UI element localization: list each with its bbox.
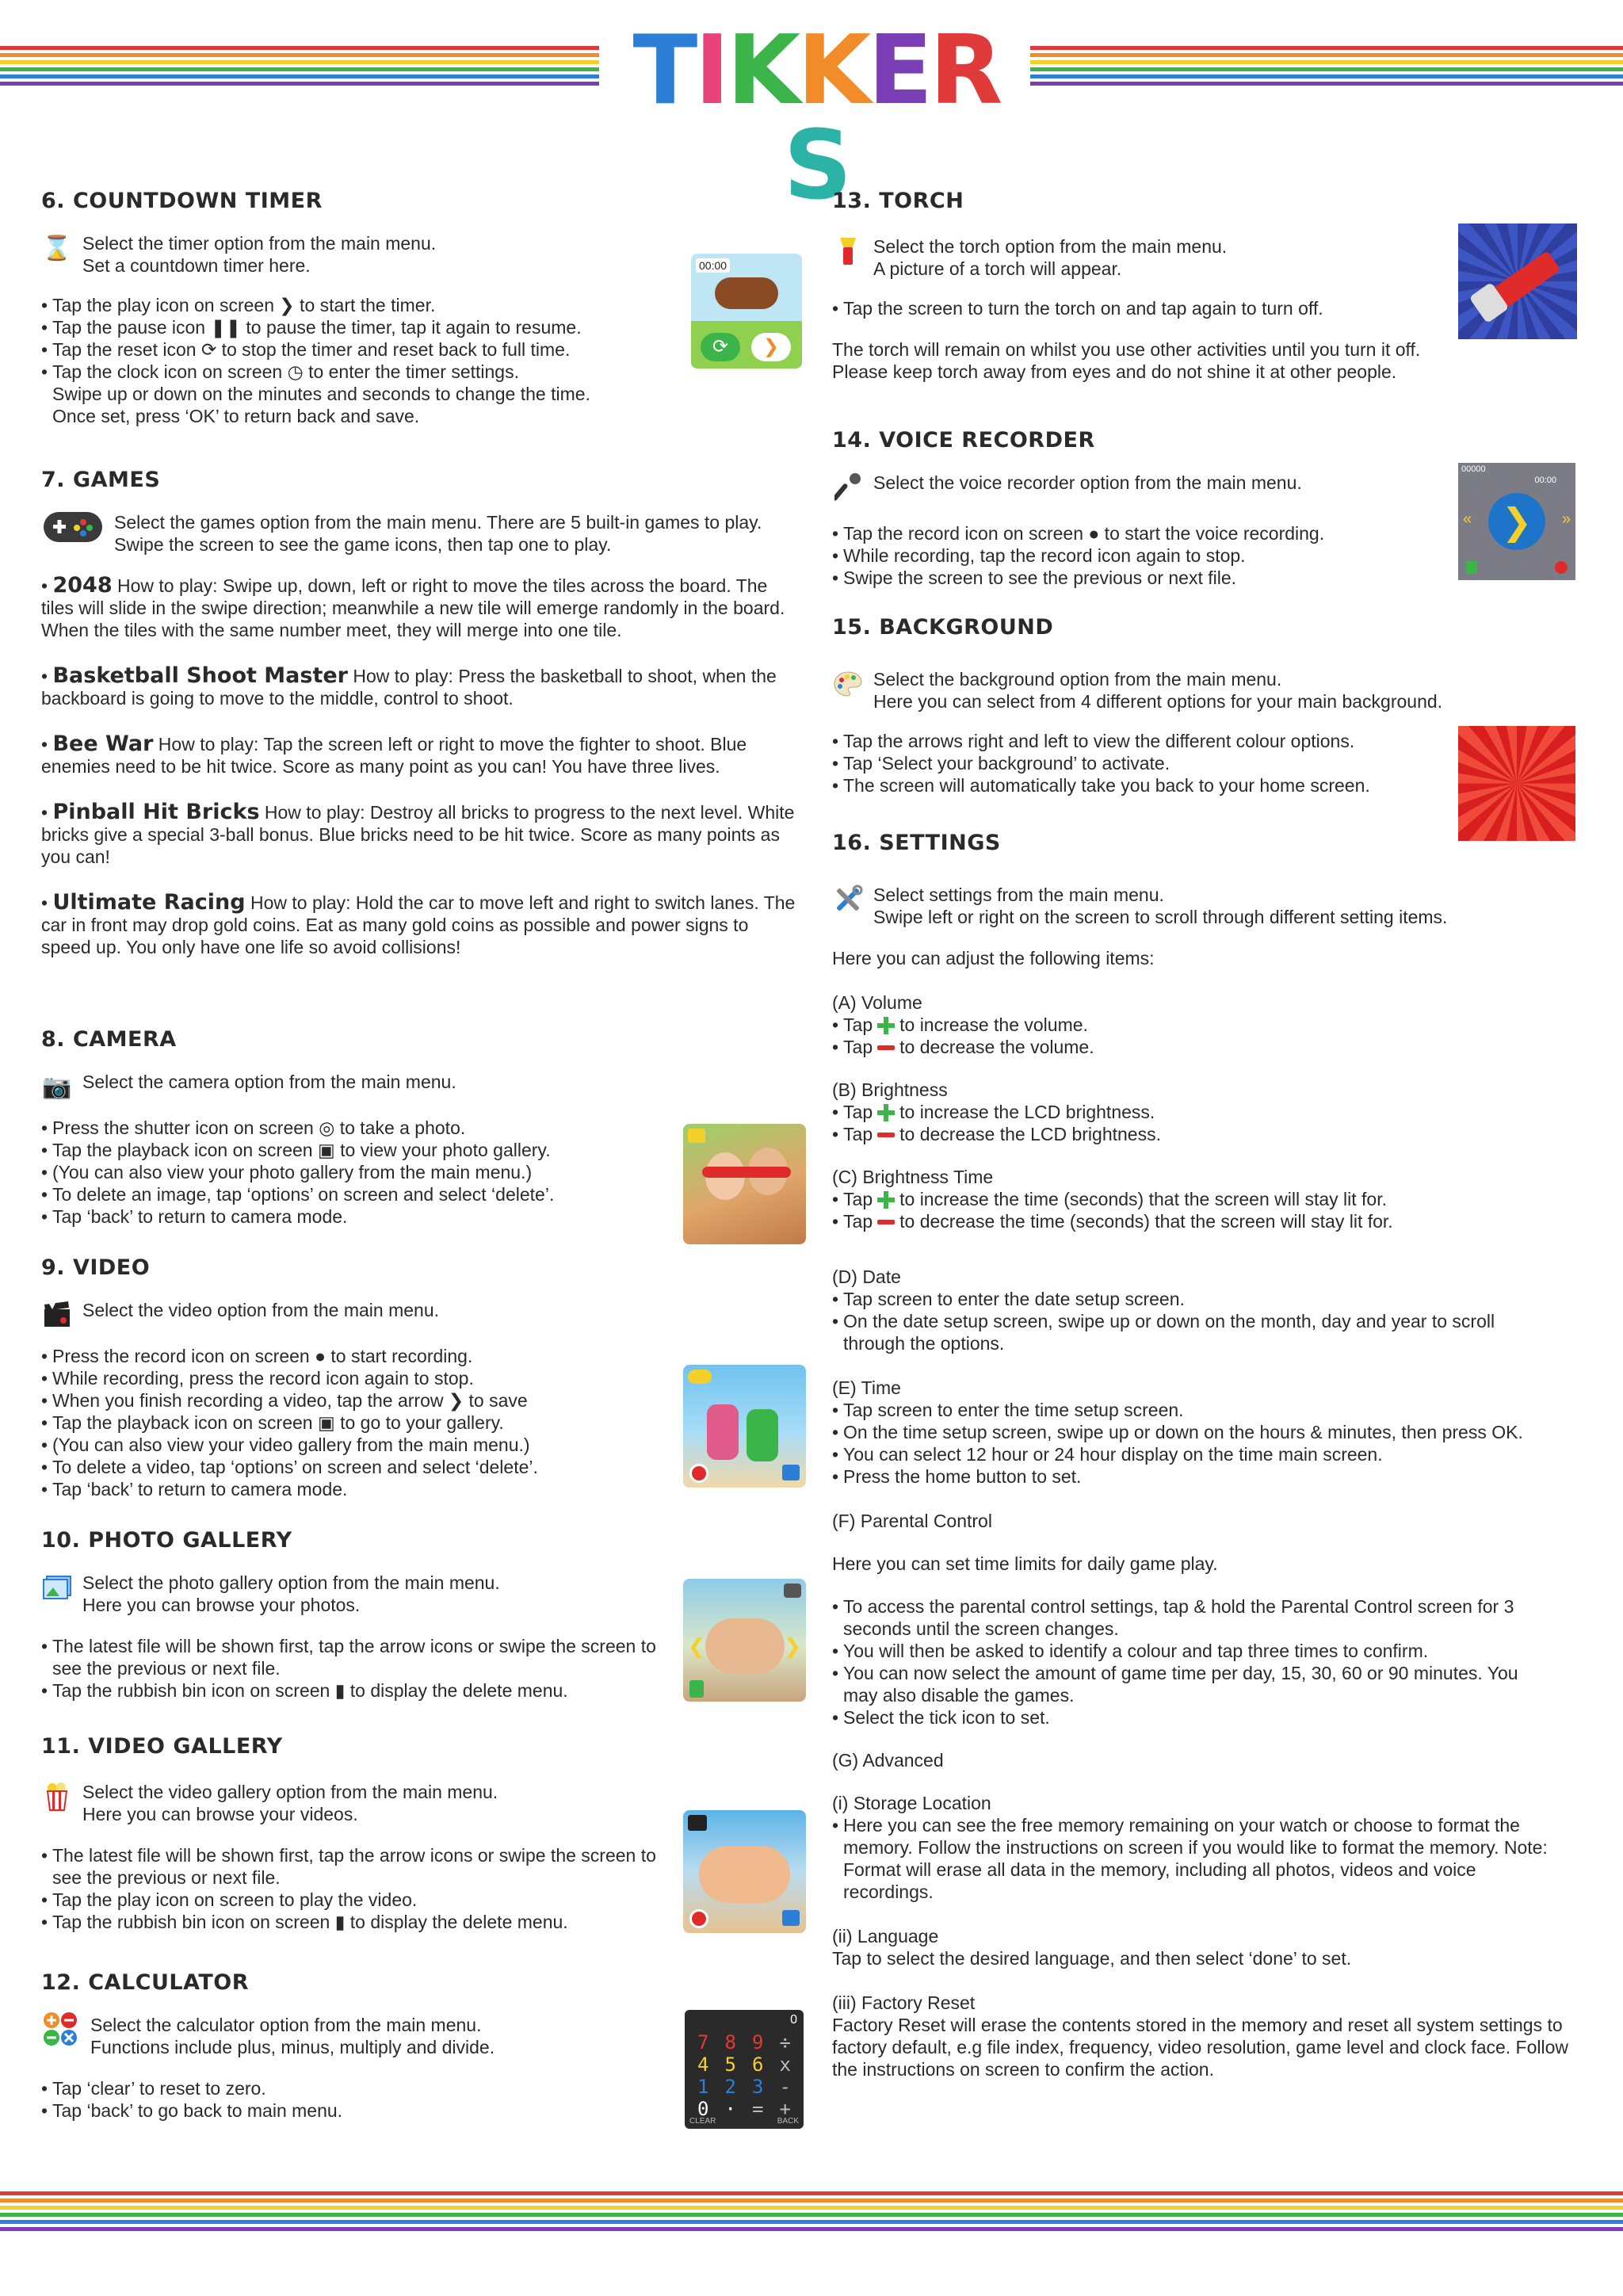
list-item: • The screen will automatically take you back to your home screen. bbox=[832, 774, 1585, 797]
list-item: • Tap the playback icon on screen ▣ to go to your gallery. bbox=[41, 1412, 802, 1434]
section-title: 15. BACKGROUND bbox=[832, 615, 1054, 640]
right-arrow-icon: ❯ bbox=[784, 1634, 801, 1658]
torch-screen-thumbnail bbox=[1458, 223, 1577, 339]
list-item: • Swipe the screen to see the previous or next file. bbox=[832, 567, 1585, 589]
intro-line: Swipe left or right on the screen to scroll through different setting items. bbox=[873, 907, 1448, 927]
list-item: • Tap the playback icon on screen ▣ to view your photo gallery. bbox=[41, 1139, 802, 1161]
next-icon: » bbox=[1561, 510, 1571, 528]
volume-decrease-line: • Tap to decrease the volume. bbox=[832, 1037, 1094, 1057]
plus-icon bbox=[877, 1191, 895, 1209]
game-entry: • Pinball Hit Bricks How to play: Destroy all bricks to progress to the next level. White bricks give a special 3-ball bonus. Blue bricks need to be hit twice. Score as many points as you can! bbox=[41, 800, 795, 867]
section-title: 11. VIDEO GALLERY bbox=[41, 1734, 283, 1759]
list-item: • To delete an image, tap ‘options’ on screen and select ‘delete’. bbox=[41, 1183, 802, 1205]
intro-line: Swipe the screen to see the game icons, then tap one to play. bbox=[114, 534, 612, 555]
gallery-icon bbox=[782, 1465, 800, 1480]
list-item: • Tap the rubbish bin icon on screen ▮ to display the delete menu. bbox=[41, 1679, 667, 1702]
date-list bbox=[832, 1288, 1545, 1354]
calculator-display: 0 bbox=[790, 2013, 797, 2027]
play-button-icon: ❯ bbox=[751, 333, 791, 361]
section-voice-recorder bbox=[832, 428, 1585, 589]
list-item: • Tap the pause icon ❚❚ to pause the timer, tap it again to resume. bbox=[41, 316, 675, 338]
left-arrow-icon: ❮ bbox=[688, 1634, 705, 1658]
hourglass-icon: ⌛ bbox=[42, 235, 72, 262]
intro-line: Select the background option from the main menu. bbox=[873, 669, 1282, 690]
calculator-key: = bbox=[752, 2098, 764, 2120]
time-list bbox=[832, 1399, 1577, 1488]
file-counter: 00000 bbox=[1461, 464, 1486, 474]
parental-lead: Here you can set time limits for daily game play. bbox=[832, 1553, 1218, 1574]
list-item: • Tap the arrows right and left to view the different colour options. bbox=[832, 730, 1585, 752]
intro-line: Select the video gallery option from the main menu. bbox=[82, 1782, 498, 1802]
video-gallery-thumbnail bbox=[683, 1810, 806, 1933]
intro-line: Here you can select from 4 different options for your main background. bbox=[873, 691, 1443, 712]
list-item: • Tap ‘back’ to go back to main menu. bbox=[41, 2099, 802, 2122]
list-item: • The latest file will be shown first, tap the arrow icons or swipe the screen to see the previous or next file. bbox=[41, 1844, 667, 1889]
brightness-decrease-line: • Tap to decrease the LCD brightness. bbox=[832, 1124, 1161, 1144]
family-illustration bbox=[705, 1618, 785, 1674]
intro-line: Select the games option from the main menu. There are 5 built-in games to play. bbox=[114, 512, 762, 533]
calculator-key: · bbox=[724, 2098, 736, 2120]
speech-bubble bbox=[688, 1370, 712, 1384]
intro-line: Here you can browse your photos. bbox=[82, 1595, 361, 1615]
brightness-time-increase-line: • Tap to increase the time (seconds) that the screen will stay lit for. bbox=[832, 1189, 1388, 1209]
intro-line: Select the timer option from the main menu. bbox=[82, 233, 437, 254]
list-item: • When you finish recording a video, tap the arrow ❯ to save bbox=[41, 1389, 802, 1412]
logo-letter: T bbox=[632, 16, 695, 126]
game-entry: • Ultimate Racing How to play: Hold the car to move left and right to switch lanes. The car in front may drop gold coins. Eat as many gold coins as possible and power signs to speed up. You only have one life so avoid collisions! bbox=[41, 890, 796, 957]
settings-lead: Here you can adjust the following items: bbox=[832, 948, 1155, 968]
list-item: • Tap the play icon on screen to play the video. bbox=[41, 1889, 667, 1911]
list-item: • Tap the record icon on screen ● to start the voice recording. bbox=[832, 522, 1585, 544]
factory-reset-label: (iii) Factory Reset bbox=[832, 1992, 976, 2013]
game-description: How to play: Swipe up, down, left or right to move the tiles across the board. The tiles will slide in the swipe direction; meanwhile a new tile will emerge randomly in the board. When the tiles with the same number meet, they will merge into one tile. bbox=[41, 575, 785, 640]
play-button-icon: ❯ bbox=[1488, 493, 1545, 550]
setting-label-brightness-time: (C) Brightness Time bbox=[832, 1167, 994, 1187]
list-item: • The latest file will be shown first, tap the arrow icons or swipe the screen to see the previous or next file. bbox=[41, 1635, 667, 1679]
section-photo-gallery bbox=[41, 1528, 802, 1702]
list-item: • You can now select the amount of game time per day, 15, 30, 60 or 90 minutes. You may also disable the games. bbox=[832, 1662, 1545, 1706]
setting-label-date: (D) Date bbox=[832, 1266, 901, 1287]
minus-icon bbox=[877, 1045, 895, 1050]
list-item: • To access the parental control settings, tap & hold the Parental Control screen for 3 seconds until the screen changes. bbox=[832, 1595, 1545, 1640]
intro-line: Select the torch option from the main menu. bbox=[873, 236, 1228, 257]
section-settings bbox=[832, 831, 1585, 2080]
calculator-key: 5 bbox=[724, 2053, 736, 2076]
video-recording-thumbnail bbox=[683, 1365, 806, 1488]
kid-illustration bbox=[707, 1404, 739, 1460]
family-illustration bbox=[699, 1846, 790, 1903]
logo-letter: K bbox=[727, 16, 798, 126]
intro-line: Select settings from the main menu. bbox=[873, 884, 1164, 905]
calculator-keypad bbox=[689, 2032, 799, 2119]
game-description: How to play: Tap the screen left or right to move the fighter to shoot. Blue enemies need to be hit twice. Score as many point as you can! You have three lives. bbox=[41, 734, 747, 777]
note-line: Please keep torch away from eyes and do not shine it at other people. bbox=[832, 361, 1397, 382]
camera-photo-thumbnail bbox=[683, 1124, 806, 1244]
note-line: The torch will remain on whilst you use other activities until you turn it off. bbox=[832, 339, 1421, 360]
list-item: • Tap screen to enter the time setup screen. bbox=[832, 1399, 1577, 1421]
language-label: (ii) Language bbox=[832, 1926, 939, 1946]
section-intro bbox=[832, 668, 1585, 712]
list-note: • While recording, press the record icon again to stop. bbox=[41, 1367, 802, 1389]
plus-icon bbox=[877, 1017, 895, 1034]
brightness-time-decrease-line: • Tap to decrease the time (seconds) that the screen will stay lit for. bbox=[832, 1211, 1393, 1232]
list-item: • Tap the screen to turn the torch on and tap again to turn off. bbox=[832, 297, 1585, 319]
intro-line: Here you can browse your videos. bbox=[82, 1804, 358, 1824]
section-intro bbox=[41, 511, 802, 556]
list-item: • Tap ‘back’ to return to camera mode. bbox=[41, 1478, 802, 1500]
game-entry: • 2048 How to play: Swipe up, down, left or right to move the tiles across the board. The tiles will slide in the swipe direction; meanwhile a new tile will emerge randomly in the board. When the tiles with the same number meet, they will merge into one tile. bbox=[41, 573, 785, 640]
setting-label-time: (E) Time bbox=[832, 1377, 901, 1398]
dog-illustration bbox=[715, 277, 778, 309]
list-item: • Tap ‘clear’ to reset to zero. bbox=[41, 2077, 802, 2099]
list-item: • On the time setup screen, swipe up or down on the hours & minutes, then press OK. bbox=[832, 1421, 1577, 1443]
calculator-key: 1 bbox=[697, 2076, 709, 2098]
game-description: How to play: Destroy all bricks to progress to the next level. White bricks give a special 3-ball bonus. Blue bricks need to be hit twice. Score as many points as you can! bbox=[41, 802, 795, 867]
reset-button-icon: ⟳ bbox=[701, 333, 740, 361]
calculator-key: - bbox=[779, 2076, 791, 2098]
calculator-key: 6 bbox=[752, 2053, 764, 2076]
minus-icon bbox=[877, 1220, 895, 1224]
list-item: • You will then be asked to identify a colour and tap three times to confirm. bbox=[832, 1640, 1545, 1662]
playback-icon bbox=[688, 1129, 705, 1143]
game-description: How to play: Press the basketball to shoot, when the backboard is going to move to the middle, control to shoot. bbox=[41, 666, 777, 709]
section-intro bbox=[41, 1299, 802, 1331]
games-list bbox=[41, 575, 802, 958]
section-title: 6. COUNTDOWN TIMER bbox=[41, 189, 323, 213]
record-button-icon bbox=[689, 1909, 708, 1928]
clapperboard-icon bbox=[688, 1815, 707, 1831]
section-title: 7. GAMES bbox=[41, 468, 161, 492]
setting-label-volume: (A) Volume bbox=[832, 992, 922, 1013]
intro-line: Select the photo gallery option from the main menu. bbox=[82, 1572, 500, 1593]
list-item: • Press the shutter icon on screen ◎ to take a photo. bbox=[41, 1117, 802, 1139]
plus-icon bbox=[877, 1104, 895, 1121]
section-torch bbox=[832, 189, 1585, 383]
torch-icon bbox=[832, 235, 864, 267]
logo-letter: R bbox=[930, 16, 1000, 126]
list-item: • Tap ‘Select your background’ to activate. bbox=[832, 752, 1585, 774]
section-title: 8. CAMERA bbox=[41, 1027, 177, 1052]
game-name: Ultimate Racing bbox=[52, 890, 246, 915]
logo-letter: K bbox=[797, 16, 869, 126]
volume-increase-line: • Tap to increase the volume. bbox=[832, 1014, 1088, 1035]
background-preview-thumbnail bbox=[1458, 726, 1575, 841]
timer-display: 00:00 bbox=[696, 258, 730, 273]
section-title: 14. VOICE RECORDER bbox=[832, 428, 1095, 453]
calculator-icon bbox=[41, 2014, 81, 2046]
intro-line: Select the camera option from the main menu. bbox=[82, 1072, 456, 1092]
section-video-gallery bbox=[41, 1734, 802, 1933]
section-games bbox=[41, 468, 802, 982]
section-title: 10. PHOTO GALLERY bbox=[41, 1528, 292, 1553]
list-item: • Tap ‘back’ to return to camera mode. bbox=[41, 1205, 802, 1228]
instructions-list bbox=[41, 294, 675, 383]
language-text: Tap to select the desired language, and then select ‘done’ to set. bbox=[832, 1948, 1352, 1969]
section-video bbox=[41, 1255, 802, 1500]
section-title: 9. VIDEO bbox=[41, 1255, 151, 1280]
list-item: • Here you can see the free memory remaining on your watch or choose to format the memory. Follow the instructions on screen if you would like to format the memory. Note: Format will erase all data in the memory, including all photos, videos and voice recordings. bbox=[832, 1814, 1569, 1903]
intro-line: Set a countdown timer here. bbox=[82, 255, 311, 276]
calculator-key: 3 bbox=[752, 2076, 764, 2098]
minus-icon bbox=[877, 1133, 895, 1137]
list-note: • While recording, tap the record icon again to stop. bbox=[832, 544, 1585, 567]
calculator-key: 4 bbox=[697, 2053, 709, 2076]
rainbow-stripes-top-right bbox=[1030, 46, 1623, 86]
clapperboard-icon bbox=[41, 1299, 73, 1331]
list-note: • Press the home button to set. bbox=[832, 1465, 1577, 1488]
microphone-icon bbox=[832, 472, 864, 503]
game-entry: • Bee War How to play: Tap the screen left or right to move the fighter to shoot. Blue enemies need to be hit twice. Score as many point as you can! You have three lives. bbox=[41, 732, 747, 777]
list-note: • (You can also view your photo gallery from the main menu.) bbox=[41, 1161, 802, 1183]
bin-icon bbox=[689, 1680, 704, 1698]
heart-glasses bbox=[702, 1167, 791, 1178]
list-note: Swipe up or down on the minutes and seconds to change the time. bbox=[52, 384, 590, 404]
section-intro bbox=[41, 232, 802, 277]
game-name: 2048 bbox=[52, 573, 113, 598]
gamepad-icon bbox=[41, 511, 105, 543]
list-item: • On the date setup screen, swipe up or down on the month, day and year to scroll through the options. bbox=[832, 1310, 1545, 1354]
back-label: BACK bbox=[777, 2117, 799, 2126]
calculator-key: 8 bbox=[724, 2031, 736, 2053]
camera-icon bbox=[784, 1584, 801, 1598]
kid-illustration bbox=[747, 1409, 778, 1461]
section-countdown-timer bbox=[41, 189, 802, 427]
recording-time: 00:00 bbox=[1534, 476, 1556, 485]
popcorn-icon bbox=[41, 1781, 73, 1813]
list-item: • Tap the clock icon on screen ◷ to enter the timer settings. bbox=[41, 361, 675, 383]
list-item: • You can select 12 hour or 24 hour display on the time main screen. bbox=[832, 1443, 1577, 1465]
calculator-key: x bbox=[779, 2053, 791, 2076]
section-title: 12. CALCULATOR bbox=[41, 1970, 250, 1995]
previous-icon: « bbox=[1463, 510, 1472, 528]
brightness-increase-line: • Tap to increase the LCD brightness. bbox=[832, 1102, 1155, 1122]
factory-reset-text: Factory Reset will erase the contents stored in the memory and reset all system settings to factory default, e.g file index, frequency, video resolution, game level and clock face. Follow the instructions on screen to confirm the action. bbox=[832, 2015, 1569, 2080]
rainbow-stripes-top-left bbox=[0, 46, 599, 86]
calculator-key: ÷ bbox=[779, 2031, 791, 2053]
record-button-icon bbox=[1555, 561, 1568, 574]
bin-icon bbox=[1466, 561, 1477, 574]
intro-line: Select the calculator option from the main menu. bbox=[90, 2015, 482, 2035]
storage-list bbox=[832, 1814, 1569, 1903]
list-item: • Tap the reset icon ⟳ to stop the timer and reset back to full time. bbox=[41, 338, 675, 361]
clear-label: CLEAR bbox=[689, 2117, 716, 2126]
section-title: 16. SETTINGS bbox=[832, 831, 1001, 855]
section-title: 13. TORCH bbox=[832, 189, 964, 213]
list-item: • Tap screen to enter the date setup screen. bbox=[832, 1288, 1545, 1310]
instructions-list bbox=[41, 1635, 667, 1702]
parental-list bbox=[832, 1595, 1545, 1729]
intro-line: A picture of a torch will appear. bbox=[873, 258, 1122, 279]
setting-label-brightness: (B) Brightness bbox=[832, 1079, 948, 1100]
calculator-key: + bbox=[779, 2098, 791, 2120]
logo-letter: E bbox=[868, 16, 930, 126]
storage-location-label: (i) Storage Location bbox=[832, 1793, 991, 1813]
tools-icon bbox=[832, 884, 864, 915]
list-item: • Press the record icon on screen ● to start recording. bbox=[41, 1345, 802, 1367]
calculator-key: 9 bbox=[752, 2031, 764, 2053]
logo-letter: S bbox=[783, 111, 850, 221]
setting-label-advanced: (G) Advanced bbox=[832, 1750, 944, 1771]
intro-line: Select the video option from the main menu. bbox=[82, 1300, 440, 1320]
calculator-key: 0 bbox=[697, 2098, 709, 2120]
game-description: How to play: Hold the car to move left and right to switch lanes. The car in front may drop gold coins. Eat as many gold coins as possible and power signs to speed up. You only have one life so avoid collisions! bbox=[41, 892, 796, 957]
list-item: • To delete a video, tap ‘options’ on screen and select ‘delete’. bbox=[41, 1456, 802, 1478]
section-calculator bbox=[41, 1970, 802, 2126]
game-name: Basketball Shoot Master bbox=[52, 663, 348, 688]
rainbow-stripes-bottom bbox=[0, 2191, 1623, 2231]
section-intro bbox=[832, 884, 1585, 928]
record-button-icon bbox=[689, 1464, 708, 1483]
intro-line: Functions include plus, minus, multiply and divide. bbox=[90, 2037, 495, 2057]
intro-line: Select the voice recorder option from the main menu. bbox=[873, 472, 1302, 493]
game-name: Bee War bbox=[52, 732, 154, 756]
setting-label-parental-control: (F) Parental Control bbox=[832, 1511, 992, 1531]
list-item: • Tap the play icon on screen ❯ to start the timer. bbox=[41, 294, 675, 316]
timer-screen-thumbnail bbox=[691, 254, 802, 369]
gallery-icon bbox=[782, 1910, 800, 1926]
calculator-key: 2 bbox=[724, 2076, 736, 2098]
calculator-screen-thumbnail bbox=[685, 2010, 804, 2129]
voice-recorder-thumbnail bbox=[1458, 463, 1575, 580]
section-intro bbox=[41, 1071, 802, 1102]
section-camera bbox=[41, 1027, 802, 1228]
calculator-key: 7 bbox=[697, 2031, 709, 2053]
list-note: Once set, press ‘OK’ to return back and save. bbox=[52, 406, 420, 426]
photo-gallery-icon bbox=[41, 1572, 73, 1603]
camera-icon: 📷 bbox=[42, 1073, 72, 1100]
list-note: • (You can also view your video gallery from the main menu.) bbox=[41, 1434, 802, 1456]
game-name: Pinball Hit Bricks bbox=[52, 800, 260, 824]
game-entry: • Basketball Shoot Master How to play: Press the basketball to shoot, when the backboard is going to move to the middle, control to shoot. bbox=[41, 663, 777, 709]
photo-gallery-thumbnail bbox=[683, 1579, 806, 1702]
logo-letter: I bbox=[694, 16, 727, 126]
section-background bbox=[832, 615, 1585, 797]
list-item: • Select the tick icon to set. bbox=[832, 1706, 1545, 1729]
palette-icon bbox=[832, 668, 864, 700]
instructions-list bbox=[41, 1844, 667, 1933]
list-item: • Tap the rubbish bin icon on screen ▮ to display the delete menu. bbox=[41, 1911, 667, 1933]
